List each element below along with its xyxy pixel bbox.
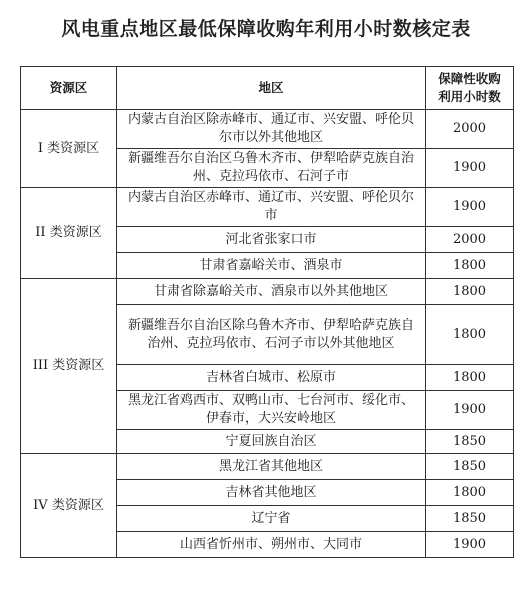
table-row — [21, 279, 514, 305]
hours-cell: 1850 — [426, 430, 514, 454]
hours-cell: 1900 — [426, 188, 514, 227]
hours-cell: 2000 — [426, 110, 514, 149]
header-hours-line2: 利用小时数 — [438, 89, 501, 104]
area-cell: 甘肃省嘉峪关市、酒泉市 — [117, 253, 426, 279]
hours-cell: 1900 — [426, 391, 514, 430]
hours-cell: 1850 — [426, 454, 514, 480]
document-title: 风电重点地区最低保障收购年利用小时数核定表 — [61, 18, 471, 40]
area-cell: 宁夏回族自治区 — [117, 430, 426, 454]
area-cell: 内蒙古自治区除赤峰市、通辽市、兴安盟、呼伦贝尔市以外其他地区 — [117, 110, 426, 149]
header-zone: 资源区 — [21, 67, 117, 110]
area-cell: 吉林省其他地区 — [117, 480, 426, 506]
area-cell: 山西省忻州市、朔州市、大同市 — [117, 532, 426, 558]
hours-cell: 1800 — [426, 480, 514, 506]
zone-cell-ii: II 类资源区 — [21, 188, 117, 279]
header-area: 地区 — [117, 67, 426, 110]
header-hours — [426, 67, 514, 110]
area-cell: 新疆维吾尔自治区除乌鲁木齐市、伊犁哈萨克族自治州、克拉玛依市、石河子市以外其他地区 — [117, 305, 426, 365]
area-cell: 吉林省白城市、松原市 — [117, 365, 426, 391]
area-cell: 辽宁省 — [117, 506, 426, 532]
area-cell: 黑龙江省鸡西市、双鸭山市、七台河市、绥化市、伊春市，大兴安岭地区 — [117, 391, 426, 430]
header-hours-line1: 保障性收购 — [438, 71, 501, 86]
table-row — [21, 454, 514, 480]
table-row — [21, 188, 514, 227]
hours-cell: 1900 — [426, 149, 514, 188]
zone-cell-iii: III 类资源区 — [21, 279, 117, 454]
area-cell: 新疆维吾尔自治区乌鲁木齐市、伊犁哈萨克族自治州、克拉玛依市、石河子市 — [117, 149, 426, 188]
hours-cell: 1800 — [426, 305, 514, 365]
hours-cell: 1900 — [426, 532, 514, 558]
hours-cell: 1800 — [426, 253, 514, 279]
area-cell: 内蒙古自治区赤峰市、通辽市、兴安盟、呼伦贝尔市 — [117, 188, 426, 227]
hours-cell: 2000 — [426, 227, 514, 253]
zone-cell-iv: IV 类资源区 — [21, 454, 117, 558]
utilization-hours-table — [20, 66, 514, 558]
hours-cell: 1850 — [426, 506, 514, 532]
table-row — [21, 110, 514, 149]
hours-cell: 1800 — [426, 365, 514, 391]
hours-cell: 1800 — [426, 279, 514, 305]
area-cell: 黑龙江省其他地区 — [117, 454, 426, 480]
table-header-row — [21, 67, 514, 110]
area-cell: 甘肃省除嘉峪关市、酒泉市以外其他地区 — [117, 279, 426, 305]
zone-cell-i: I 类资源区 — [21, 110, 117, 188]
area-cell: 河北省张家口市 — [117, 227, 426, 253]
